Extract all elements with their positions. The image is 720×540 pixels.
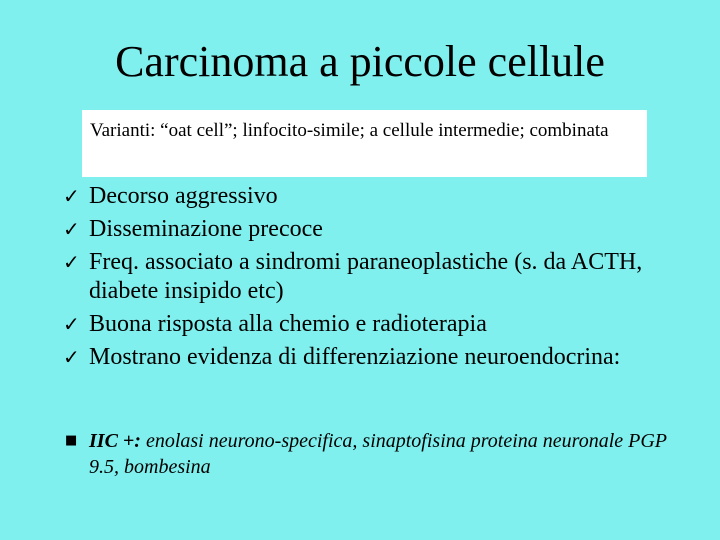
sub-bullet-text: enolasi neurono-specifica, sinaptofisina proteina neuronale PGP 9.5, bombesina (89, 430, 667, 478)
checkmark-icon: ✓ (63, 217, 80, 241)
sub-bullet-item (63, 428, 683, 480)
variants-box: Varianti: “oat cell”; linfocito-simile; a cellule intermedie; combinata (82, 110, 647, 177)
bullet-item (63, 215, 703, 244)
checkmark-icon: ✓ (63, 345, 80, 369)
bullet-list (63, 182, 703, 376)
bullet-item (63, 248, 703, 306)
sub-bullet-label: IIC +: (89, 430, 141, 452)
checkmark-icon: ✓ (63, 184, 80, 208)
bullet-text: Freq. associato a sindromi paraneoplastiche (s. da ACTH, diabete insipido etc) (89, 249, 643, 304)
bullet-item (63, 343, 703, 372)
bullet-text: Buona risposta alla chemio e radioterapia (89, 311, 487, 337)
checkmark-icon: ✓ (63, 312, 80, 336)
bullet-text: Decorso aggressivo (89, 183, 278, 209)
bullet-text: Disseminazione precoce (89, 216, 323, 242)
checkmark-icon: ✓ (63, 250, 80, 274)
bullet-item (63, 182, 703, 211)
slide-title: Carcinoma a piccole cellule (115, 37, 605, 86)
square-bullet-icon: ■ (65, 433, 78, 448)
bullet-item (63, 310, 703, 339)
bullet-text: Mostrano evidenza di differenziazione neuroendocrina: (89, 344, 621, 370)
sub-bullet-list (63, 428, 683, 480)
